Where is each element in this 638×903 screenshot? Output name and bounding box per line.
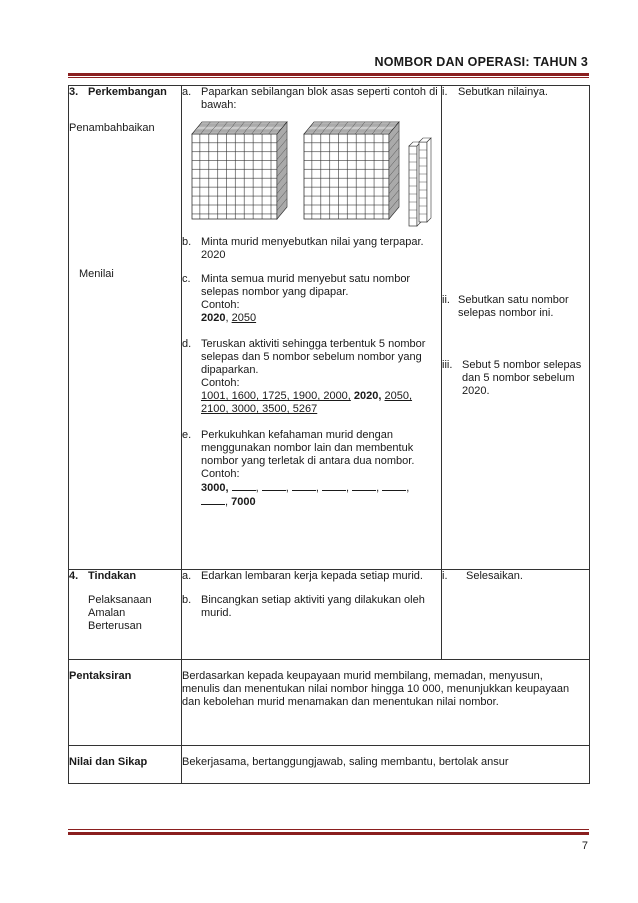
item-label: a. [182,570,192,582]
base-ten-blocks-illustration [182,116,432,236]
item-text-main: Teruskan aktiviti sehingga terbentuk 5 nombor selepas dan 5 nombor sebelum nombor yang dipaparkan. [201,338,426,376]
row-nilai [69,746,590,784]
question-label: i. [442,86,448,98]
pentaksiran-label: Pentaksiran [69,660,182,746]
example-current: 2020, [353,390,382,402]
contoh-label: Contoh: [201,299,240,311]
blank-7 [201,495,225,505]
example-end: 7000 [231,496,256,508]
item-label: b. [182,236,192,248]
substage-pelaksanaan: Pelaksanaan Amalan Berterusan [88,594,152,632]
item-text [201,338,441,416]
nilai-text: Bekerjasama, bertanggungjawab, saling membantu, bertolak ansur [182,746,590,784]
activity-d [182,338,441,416]
comma: , [406,482,410,494]
item-text-main: Minta semua murid menyebut satu nombor selepas nombor yang dipapar. [201,273,411,298]
item-label: c. [182,273,191,285]
item-label: e. [182,429,192,441]
question-i [442,570,589,583]
substage-penambahbaikan: Penambahbaikan [69,122,155,134]
blank-5 [352,481,376,491]
stage-cell [69,86,182,570]
example-current: 2020 [201,312,226,324]
item-label: b. [182,594,192,606]
blank-4 [322,481,346,491]
header-rule [68,73,589,76]
item-text-main: Perkukuhkan kefahaman murid dengan menggunakan nombor lain dan membentuk nombor yang terletak di antara dua nombor. [201,429,415,467]
item-text [201,236,441,262]
page-header-title: NOMBOR DAN OPERASI: TAHUN 3 [374,55,588,69]
question-cell [442,570,590,660]
question-label: i. [442,570,448,582]
activity-b [182,236,441,262]
example-start: 3000, [201,482,229,494]
example-after: 2050, [384,390,413,402]
item-value: 2020 [201,249,226,261]
thousand-cube-2 [304,122,399,219]
row-tindakan [69,570,590,660]
row-perkembangan [69,86,590,570]
activity-a [182,86,441,112]
comma: , [255,482,259,494]
activity-c [182,273,441,325]
question-text: Sebutkan satu nombor selepas nombor ini. [458,294,569,319]
comma: , [345,482,350,494]
blank-2 [262,481,286,491]
contoh-label: Contoh: [201,468,240,480]
base-ten-blocks [182,116,441,236]
example-separator: , [225,312,232,324]
item-label: d. [182,338,192,350]
stage-heading [69,570,181,583]
row-pentaksiran [69,660,590,746]
activity-e [182,429,441,509]
item-text: Paparkan sebilangan blok asas seperti contoh di bawah: [201,86,438,111]
footer-rule-thin [68,829,589,830]
item-text-main: Minta murid menyebutkan nilai yang terpapar. [201,236,424,248]
stage-cell [69,570,182,660]
stage-title: Perkembangan [88,86,167,98]
comma: , [285,482,289,494]
question-label: ii. [442,294,450,306]
footer-rule [68,832,589,835]
header-rule-thin [68,77,589,78]
question-i [442,86,589,99]
question-iii [442,359,589,398]
activity-b [182,594,441,620]
pentaksiran-text: Berdasarkan kepada keupayaan murid membilang, memadan, menyusun, menulis dan menentukan nilai nombor hingga 10 000, menunjukkan keupayaan dan kebolehan murid menamakan dan menentukan nilai nombor. [182,660,590,746]
comma: , [376,482,380,494]
example-after-line2: 2100, 3000, 3500, 5267 [201,403,318,415]
item-label: a. [182,86,192,98]
blank-3 [292,481,316,491]
activity-cell [182,86,442,570]
question-label: iii. [442,359,453,371]
nilai-label: Nilai dan Sikap [69,746,182,784]
ten-rod-2 [419,138,431,222]
stage-number: 3. [69,86,79,98]
blank-1 [232,481,256,491]
stage-title: Tindakan [88,570,137,582]
activity-a [182,570,441,583]
contoh-label: Contoh: [201,377,240,389]
blank-6 [382,481,406,491]
question-ii [442,294,589,320]
item-text [201,273,441,325]
activity-cell [182,570,442,660]
lesson-table [68,85,590,784]
example-before: 1001, 1600, 1725, 1900, 2000, [201,390,351,402]
example-next: 2050 [231,312,257,324]
question-text: Selesaikan. [466,570,523,582]
item-text [201,429,441,509]
comma: , [225,496,229,508]
item-text: Edarkan lembaran kerja kepada setiap murid. [201,570,423,582]
substage-menilai: Menilai [79,268,114,280]
item-text: Bincangkan setiap aktiviti yang dilakukan oleh murid. [201,594,425,619]
stage-heading [69,86,181,99]
question-text: Sebutkan nilainya. [458,86,548,98]
question-text: Sebut 5 nombor selepas dan 5 nombor sebelum 2020. [462,359,582,397]
stage-number: 4. [69,570,79,582]
thousand-cube-1 [192,122,287,219]
page-number: 7 [581,840,588,852]
question-cell [442,86,590,570]
comma: , [315,482,319,494]
